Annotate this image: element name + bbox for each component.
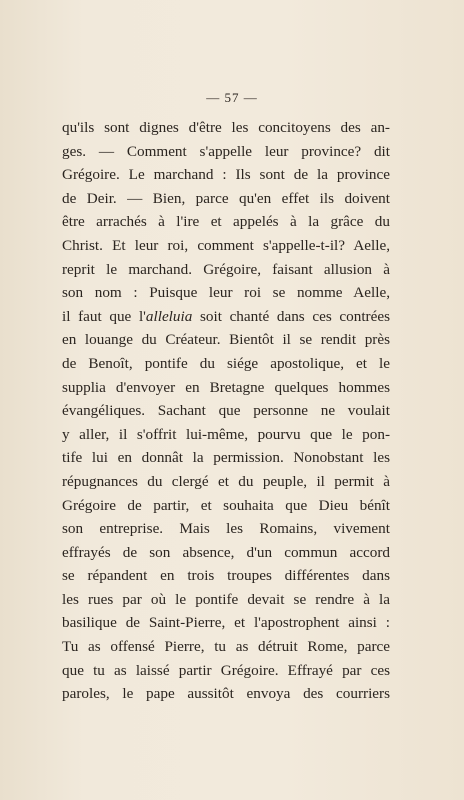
text-line: Grégoire de partir, et souhaita que Dieu bénît: [62, 496, 390, 514]
text-line: reprit le marchand. Grégoire, faisant allusion à: [62, 260, 390, 278]
text-line: basilique de Saint-Pierre, et l'apostrophent ainsi :: [62, 614, 390, 632]
text-line: répugnances du clergé et du peuple, il permit à: [62, 472, 390, 490]
text-line: Grégoire. Le marchand : Ils sont de la province: [62, 166, 390, 184]
text-line: Tu as offensé Pierre, tu as détruit Rome, parce: [62, 638, 390, 656]
text-line: paroles, le pape aussitôt envoya des courriers: [62, 685, 390, 703]
text-line: de Benoît, pontife du siége apostolique, et le: [62, 354, 390, 372]
text-line: que tu as laissé partir Grégoire. Effrayé par ces: [62, 661, 390, 679]
text-line: Christ. Et leur roi, comment s'appelle-t-il? Aelle,: [62, 236, 390, 254]
text-line: les rues par où le pontife devait se rendre à la: [62, 590, 390, 608]
text-line: il faut que l'alleluia soit chanté dans ces contrées: [62, 307, 390, 325]
text-line: tife lui en donnât la permission. Nonobstant les: [62, 449, 390, 467]
text-line: son entreprise. Mais les Romains, vivement: [62, 520, 390, 538]
italic-word: alleluia: [145, 307, 193, 325]
text-line: son nom : Puisque leur roi se nomme Aelle,: [62, 284, 390, 302]
text-line: ges. — Comment s'appelle leur province? dit: [62, 142, 390, 160]
text-line: évangéliques. Sachant que personne ne voulait: [62, 402, 390, 420]
text-line: supplia d'envoyer en Bretagne quelques hommes: [62, 378, 390, 396]
text-line: être arrachés à l'ire et appelés à la grâce du: [62, 213, 390, 231]
text-line: effrayés de son absence, d'un commun accord: [62, 543, 390, 561]
text-line: qu'ils sont dignes d'être les concitoyens des an-: [62, 119, 390, 136]
text-line: de Deir. — Bien, parce qu'en effet ils doivent: [62, 189, 390, 207]
text-line: y aller, il s'offrit lui-même, pourvu que le pon-: [62, 425, 390, 443]
text-line: se répandent en trois troupes différentes dans: [62, 567, 390, 585]
page-number: — 57 —: [206, 90, 258, 105]
text-line: en louange du Créateur. Bientôt il se rendit près: [62, 331, 390, 349]
body-text: [62, 116, 390, 706]
